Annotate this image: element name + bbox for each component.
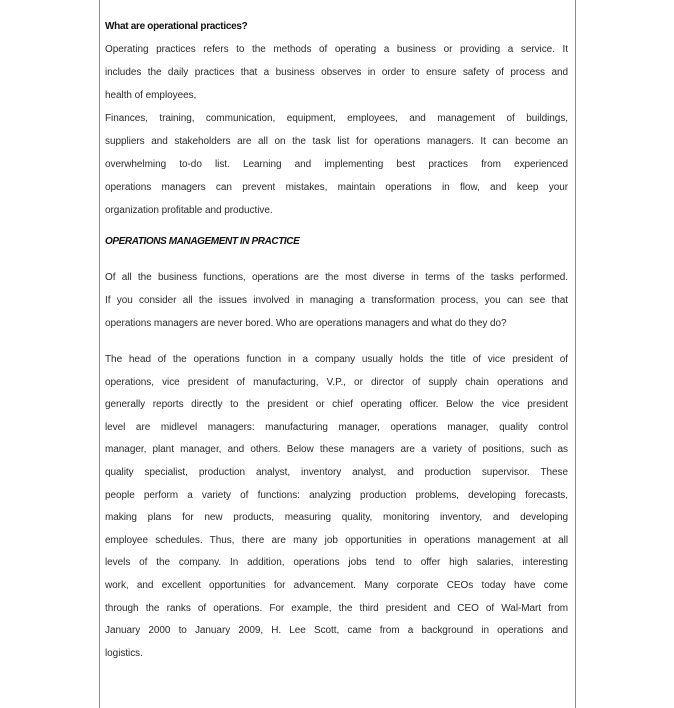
text-line: Finances, training, communication, equipment, employees, and management of buildings, — [105, 113, 568, 124]
text-line: Of all the business functions, operations are the most diverse in terms of the tasks performed. — [105, 272, 568, 283]
paragraph-operations-diverse — [105, 266, 568, 335]
text-line: operations, vice president of manufacturing, V.P., or director of supply chain operations and — [105, 376, 568, 388]
text-line: operations managers are never bored. Who are operations managers and what do they do? — [105, 318, 507, 329]
text-line: January 2000 to January 2009, H. Lee Scott, came from a background in operations and — [105, 625, 568, 637]
text-line: overwhelming to-do list. Learning and implementing best practices from experienced — [105, 159, 568, 170]
text-line: quality specialist, production analyst, inventory analyst, and production supervisor. These — [105, 466, 568, 478]
text-line: If you consider all the issues involved in managing a transformation process, you can see that — [105, 295, 568, 306]
text-line: levels of the company. In addition, operations jobs tend to offer high salaries, interesting — [105, 557, 568, 569]
text-line: work, and excellent opportunities for advancement. Many corporate CEOs today have come — [105, 579, 568, 591]
section-heading-operational-practices: What are operational practices? — [105, 21, 248, 32]
section-heading-operations-management: OPERATIONS MANAGEMENT IN PRACTICE — [105, 236, 300, 247]
text-line: organization profitable and productive. — [105, 205, 273, 216]
text-line: through the ranks of operations. For example, the third president and CEO of Wal-Mart from — [105, 602, 568, 614]
text-line: suppliers and stakeholders are all on the task list for operations managers. It can become an — [105, 136, 568, 147]
text-line: operations managers can prevent mistakes, maintain operations in flow, and keep your — [105, 182, 568, 193]
text-line: manager, plant manager, and others. Below these managers are a variety of positions, such as — [105, 444, 568, 456]
text-line: employee schedules. Thus, there are many job opportunities in operations management at all — [105, 534, 568, 546]
text-line: Operating practices refers to the methods of operating a business or providing a service. It — [105, 44, 568, 55]
text-line: The head of the operations function in a company usually holds the title of vice president of — [105, 354, 568, 365]
text-line: health of employees, — [105, 90, 197, 101]
intro-section — [105, 15, 568, 222]
text-line: people perform a variety of functions: analyzing production problems, developing forecasts, — [105, 489, 568, 501]
text-line: generally reports directly to the president or chief operating officer. Below the vice president — [105, 399, 568, 411]
section-heading-block — [105, 230, 568, 253]
text-line: logistics. — [105, 647, 143, 659]
text-line: includes the daily practices that a business observes in order to ensure safety of process and — [105, 67, 568, 78]
paragraph-operations-managers — [105, 349, 568, 665]
text-line: level are midlevel managers: manufacturing manager, operations manager, quality control — [105, 421, 568, 433]
text-line: making plans for new products, measuring quality, monitoring inventory, and developing — [105, 512, 568, 524]
